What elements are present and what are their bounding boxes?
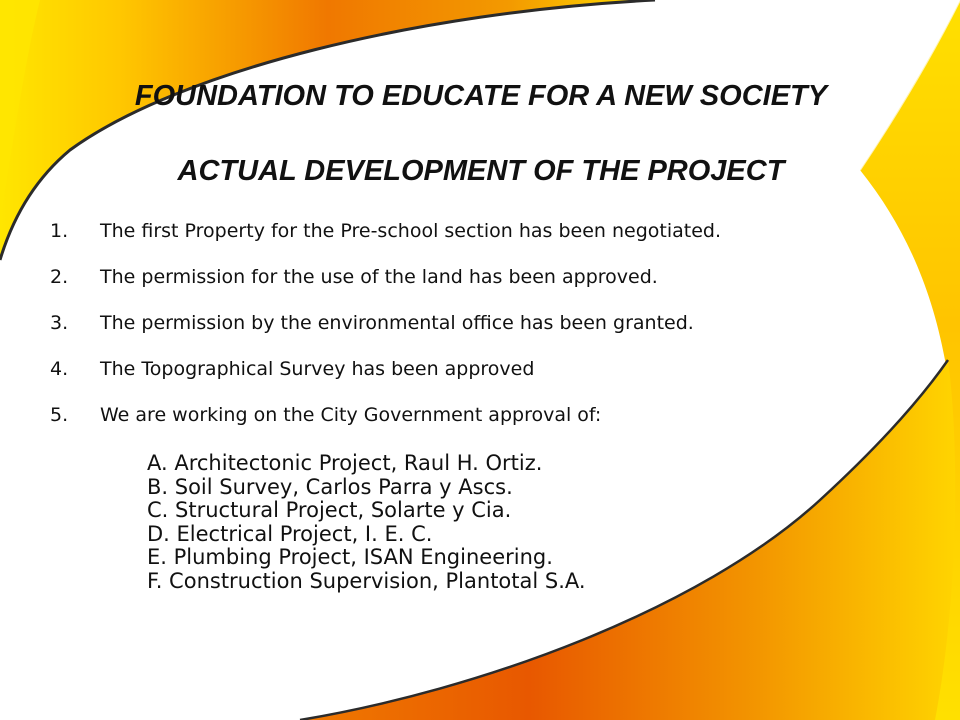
- sublist-item: C. Structural Project, Solarte y Cia.: [147, 498, 512, 522]
- list-item-text: We are working on the City Government approval of:: [100, 404, 602, 426]
- sublist-item: B. Soil Survey, Carlos Parra y Ascs.: [147, 474, 513, 499]
- list-item: [50, 311, 721, 335]
- list-item-number: 4.: [50, 358, 69, 380]
- list-item-text: The first Property for the Pre-school section has been negotiated.: [100, 220, 722, 242]
- list-item-text: The Topographical Survey has been approved: [100, 358, 535, 380]
- progress-list: [50, 219, 721, 449]
- sublist-item: E. Plumbing Project, ISAN Engineering.: [147, 545, 553, 569]
- approval-sublist: [147, 452, 586, 593]
- list-item: [50, 403, 721, 427]
- page-title: FOUNDATION TO EDUCATE FOR A NEW SOCIETY: [134, 80, 828, 112]
- list-item-text: The permission for the use of the land has been approved.: [100, 266, 658, 288]
- list-item: [50, 219, 721, 243]
- sublist-item: F. Construction Supervision, Plantotal S.A.: [147, 568, 586, 593]
- list-item-number: 3.: [50, 312, 69, 334]
- list-item: [50, 265, 721, 289]
- list-item: [50, 357, 721, 381]
- list-item-number: 5.: [50, 404, 69, 426]
- page-subtitle: ACTUAL DEVELOPMENT OF THE PROJECT: [177, 155, 785, 187]
- sublist-item: D. Electrical Project, I. E. C.: [147, 521, 433, 546]
- list-item-text: The permission by the environmental office has been granted.: [100, 312, 694, 334]
- list-item-number: 2.: [50, 266, 69, 288]
- sublist-item: A. Architectonic Project, Raul H. Ortiz.: [147, 451, 543, 475]
- list-item-number: 1.: [50, 220, 69, 242]
